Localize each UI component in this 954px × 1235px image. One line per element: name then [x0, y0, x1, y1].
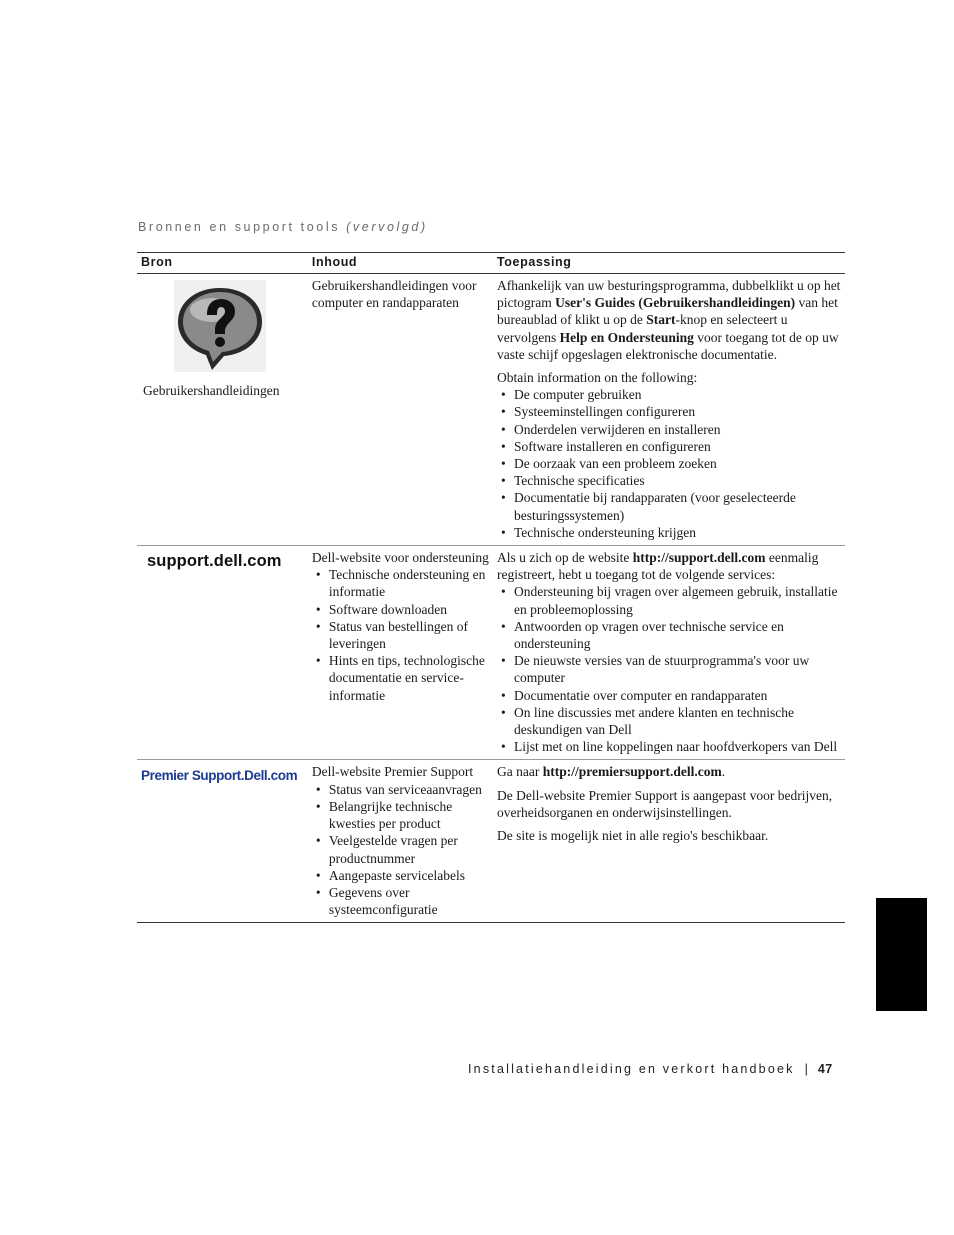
text-run: -knop en selecteert u vervolgens	[497, 312, 788, 345]
inhoud-intro: Dell-website voor ondersteuning	[311, 550, 489, 566]
list-item: • Software installeren en configureren	[497, 438, 841, 455]
column-header-toepassing: Toepassing	[493, 253, 845, 274]
availability-note: De site is mogelijk niet in alle regio's beschikbaar.	[497, 828, 769, 844]
bron-cell	[137, 274, 308, 546]
section-subtitle: (vervolgd)	[346, 220, 428, 234]
toepassing-cell	[493, 546, 845, 760]
list-item: • Technische ondersteuning krijgen	[497, 524, 841, 541]
list-item: • Software downloaden	[312, 601, 489, 618]
toepassing-paragraph	[497, 277, 841, 363]
premier-support-url: http://premiersupport.dell.com	[542, 764, 722, 780]
start-label: Start	[646, 312, 676, 328]
table-row	[137, 760, 845, 923]
list-item: • Gegevens over systeemconfiguratie	[312, 884, 489, 918]
text-run: Afhankelijk van uw besturingsprogramma, dubbelklikt u op het pictogram	[497, 278, 841, 311]
section-title-text: Bronnen en support tools	[138, 220, 341, 234]
list-item: • Documentatie bij randapparaten (voor geselecteerde besturingssystemen)	[497, 489, 841, 523]
chapter-tab-marker	[876, 898, 927, 1011]
bullet-list	[312, 566, 489, 704]
page-footer	[468, 1062, 833, 1076]
list-item: • Onderdelen verwijderen en installeren	[497, 421, 841, 438]
table-row	[137, 546, 845, 760]
text-run: .	[721, 764, 726, 780]
user-guides-label: User's Guides (Gebruikershandleidingen)	[555, 295, 796, 311]
toepassing-paragraph	[497, 549, 841, 583]
list-item: • Aangepaste servicelabels	[312, 867, 489, 884]
list-item: • De oorzaak van een probleem zoeken	[497, 455, 841, 472]
footer-separator: |	[804, 1062, 808, 1076]
bron-cell	[137, 546, 308, 760]
table-row	[137, 274, 845, 546]
text-run: Als u zich op de website	[497, 550, 633, 566]
premier-description: De Dell-website Premier Support is aangepast voor bedrijven, overheidsorganen en onderwijsinstellingen.	[497, 787, 833, 820]
table-header-row	[137, 253, 845, 274]
toepassing-cell	[493, 274, 845, 546]
list-item: • Documentatie over computer en randapparaten	[497, 687, 841, 704]
support-dell-logo: support.dell.com	[147, 552, 282, 571]
text-run: van het bureaublad of klikt u op de	[497, 295, 838, 328]
inhoud-cell	[308, 274, 493, 546]
list-item: • Technische ondersteuning en informatie	[312, 566, 489, 600]
question-mark-speech-bubble-icon	[141, 277, 304, 376]
footer-title: Installatiehandleiding en verkort handboek	[468, 1062, 795, 1076]
resources-table	[137, 252, 845, 923]
bullet-list	[497, 386, 841, 541]
list-item: • De nieuwste versies van de stuurprogramma's voor uw computer	[497, 652, 841, 686]
list-item: • Status van bestellingen of leveringen	[312, 618, 489, 652]
list-item: • Lijst met on line koppelingen naar hoofdverkopers van Dell	[497, 738, 841, 755]
inhoud-text: Gebruikershandleidingen voor computer en randapparaten	[311, 278, 477, 311]
bron-label: Gebruikershandleidingen	[143, 383, 280, 399]
support-url: http://support.dell.com	[632, 550, 766, 566]
toepassing-cell	[493, 760, 845, 923]
list-item: • Hints en tips, technologische documentatie en service-informatie	[312, 652, 489, 704]
list-item: • Status van serviceaanvragen	[312, 781, 489, 798]
list-item: • Belangrijke technische kwesties per product	[312, 798, 489, 832]
inhoud-cell	[308, 546, 493, 760]
text-run: Ga naar	[497, 764, 543, 780]
list-item: • On line discussies met andere klanten en technische deskundigen van Dell	[497, 704, 841, 738]
list-item: • De computer gebruiken	[497, 386, 841, 403]
obtain-info-intro: Obtain information on the following:	[497, 370, 698, 386]
column-header-bron: Bron	[137, 253, 308, 274]
bullet-list	[312, 781, 489, 919]
text-run: eenmalig registreert, hebt u toegang tot de volgende services:	[497, 550, 819, 583]
bron-cell	[137, 760, 308, 923]
column-header-inhoud: Inhoud	[308, 253, 493, 274]
toepassing-paragraph	[497, 763, 841, 780]
bullet-list	[497, 583, 841, 755]
inhoud-intro: Dell-website Premier Support	[311, 764, 474, 780]
help-label: Help en Ondersteuning	[559, 329, 694, 345]
inhoud-cell	[308, 760, 493, 923]
list-item: • Technische specificaties	[497, 472, 841, 489]
list-item: • Antwoorden op vragen over technische service en ondersteuning	[497, 618, 841, 652]
list-item: • Systeeminstellingen configureren	[497, 403, 841, 420]
list-item: • Veelgestelde vragen per productnummer	[312, 832, 489, 866]
text-run: voor toegang tot de op uw vaste schijf opgeslagen elektronische documentatie.	[497, 329, 839, 362]
page-number: 47	[817, 1062, 833, 1076]
list-item: • Ondersteuning bij vragen over algemeen gebruik, installatie en probleemoplossing	[497, 583, 841, 617]
section-title	[138, 220, 428, 234]
premier-support-logo: Premier Support.Dell.com	[141, 768, 298, 784]
